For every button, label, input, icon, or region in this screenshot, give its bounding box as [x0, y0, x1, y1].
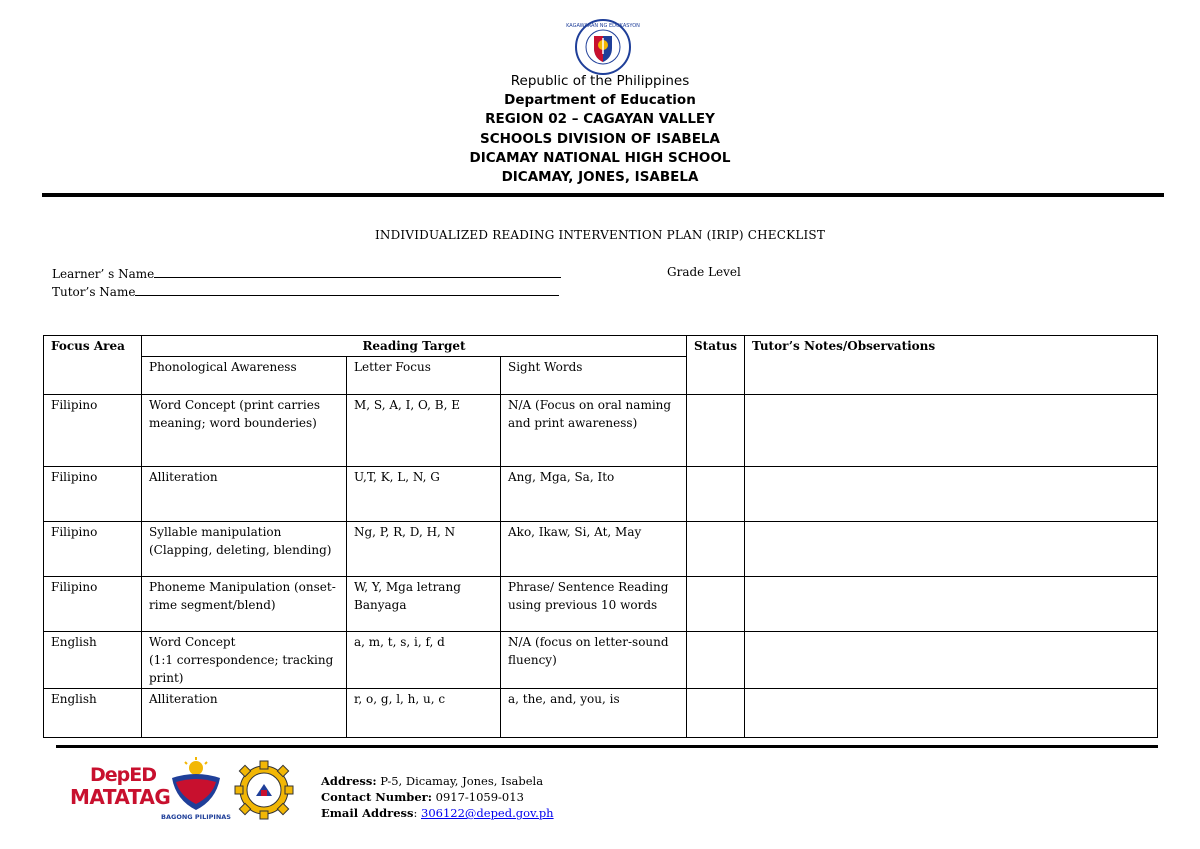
- phonological-cell: Syllable manipulation (Clapping, deleting, blending): [142, 522, 347, 577]
- sight-words-header: Sight Words: [501, 357, 687, 395]
- school-gear-logo-icon: [234, 760, 294, 820]
- letter-focus-cell: Ng, P, R, D, H, N: [347, 522, 501, 577]
- tutor-name-label: Tutor’s Name: [52, 285, 136, 299]
- email-line: Email Address: 306122@deped.gov.ph: [321, 806, 554, 820]
- footer-divider: [56, 745, 1158, 748]
- phonological-cell: Word Concept (1:1 correspondence; tracking print): [142, 632, 347, 689]
- deped-matatag-logo: [66, 756, 171, 822]
- focus-cell: English: [44, 632, 142, 689]
- sight-words-cell: Ang, Mga, Sa, Ito: [501, 467, 687, 522]
- letter-focus-cell: r, o, g, l, h, u, c: [347, 689, 501, 738]
- grade-level-field[interactable]: [667, 265, 741, 279]
- location-line: DICAMAY, JONES, ISABELA: [501, 169, 699, 186]
- table-row: [44, 577, 1158, 632]
- sight-words-cell: a, the, and, you, is: [501, 689, 687, 738]
- irip-checklist-table: [43, 335, 1158, 738]
- notes-header: Tutor’s Notes/Observations: [745, 336, 1158, 395]
- letterhead: [0, 72, 1200, 187]
- focus-cell: Filipino: [44, 522, 142, 577]
- region-line: REGION 02 – CAGAYAN VALLEY: [485, 111, 715, 128]
- notes-cell[interactable]: [745, 522, 1158, 577]
- grade-level-label: Grade Level: [667, 265, 741, 279]
- focus-cell: Filipino: [44, 395, 142, 467]
- notes-cell[interactable]: [745, 395, 1158, 467]
- republic-line: Republic of the Philippines: [510, 73, 690, 89]
- tutor-name-field[interactable]: [52, 283, 559, 299]
- division-line: SCHOOLS DIVISION OF ISABELA: [480, 130, 720, 147]
- contact-number-value: 0917-1059-013: [435, 790, 524, 804]
- phonological-cell: Phoneme Manipulation (onset-rime segment/blend): [142, 577, 347, 632]
- sight-words-cell: N/A (Focus on oral naming and print awareness): [501, 395, 687, 467]
- notes-cell[interactable]: [745, 577, 1158, 632]
- contact-number-line: [321, 789, 554, 805]
- letter-focus-cell: W, Y, Mga letrang Banyaga: [347, 577, 501, 632]
- contact-number-label: Contact Number:: [321, 790, 432, 804]
- learner-name-label: Learner’ s Name: [52, 267, 155, 281]
- learner-name-line[interactable]: [154, 265, 561, 278]
- seal-text: KAGAWARAN NG EDUKASYON: [566, 23, 640, 29]
- phonological-awareness-header: Phonological Awareness: [142, 357, 347, 395]
- address-line: [321, 773, 554, 789]
- sight-words-cell: Phrase/ Sentence Reading using previous 10 words: [501, 577, 687, 632]
- reading-target-header: Reading Target: [142, 336, 687, 357]
- letter-focus-cell: U,T, K, L, N, G: [347, 467, 501, 522]
- learner-name-field[interactable]: [52, 265, 561, 281]
- table-row: [44, 689, 1158, 738]
- status-cell[interactable]: [687, 395, 745, 467]
- tutor-name-line[interactable]: [135, 283, 559, 296]
- department-line: Department of Education: [504, 92, 696, 109]
- status-cell[interactable]: [687, 632, 745, 689]
- bagong-pilipinas-logo-icon: [161, 756, 231, 822]
- phonological-cell: Word Concept (print carries meaning; word bounderies): [142, 395, 347, 467]
- sight-words-cell: Ako, Ikaw, Si, At, May: [501, 522, 687, 577]
- phonological-cell: Alliteration: [142, 467, 347, 522]
- focus-cell: Filipino: [44, 577, 142, 632]
- phonological-cell: Alliteration: [142, 689, 347, 738]
- status-cell[interactable]: [687, 689, 745, 738]
- letter-focus-header: Letter Focus: [347, 357, 501, 395]
- school-line: DICAMAY NATIONAL HIGH SCHOOL: [469, 149, 731, 166]
- address-label: Address:: [321, 774, 377, 788]
- table-row: [44, 522, 1158, 577]
- matatag-logo-text: MATATAG: [70, 785, 171, 809]
- notes-cell[interactable]: [745, 689, 1158, 738]
- email-link[interactable]: 306122@deped.gov.ph: [421, 806, 554, 820]
- focus-cell: Filipino: [44, 467, 142, 522]
- document-title: INDIVIDUALIZED READING INTERVENTION PLAN (IRIP) CHECKLIST: [374, 228, 826, 242]
- sight-words-cell: N/A (focus on letter-sound fluency): [501, 632, 687, 689]
- letter-focus-cell: M, S, A, I, O, B, E: [347, 395, 501, 467]
- deped-logo-text: DepED: [90, 764, 157, 786]
- email-label: Email Address: [321, 806, 414, 820]
- status-header: Status: [687, 336, 745, 395]
- notes-cell[interactable]: [745, 632, 1158, 689]
- focus-area-header: Focus Area: [44, 336, 142, 395]
- letter-focus-cell: a, m, t, s, i, f, d: [347, 632, 501, 689]
- header-divider: [42, 193, 1164, 197]
- status-cell[interactable]: [687, 467, 745, 522]
- status-cell[interactable]: [687, 522, 745, 577]
- contact-block: [321, 773, 554, 821]
- bagong-pilipinas-text: BAGONG PILIPINAS: [161, 813, 231, 821]
- deped-seal-icon: [566, 18, 640, 76]
- focus-cell: English: [44, 689, 142, 738]
- table-row: [44, 467, 1158, 522]
- notes-cell[interactable]: [745, 467, 1158, 522]
- table-row: [44, 395, 1158, 467]
- status-cell[interactable]: [687, 577, 745, 632]
- table-row: [44, 632, 1158, 689]
- address-value: P-5, Dicamay, Jones, Isabela: [380, 774, 544, 788]
